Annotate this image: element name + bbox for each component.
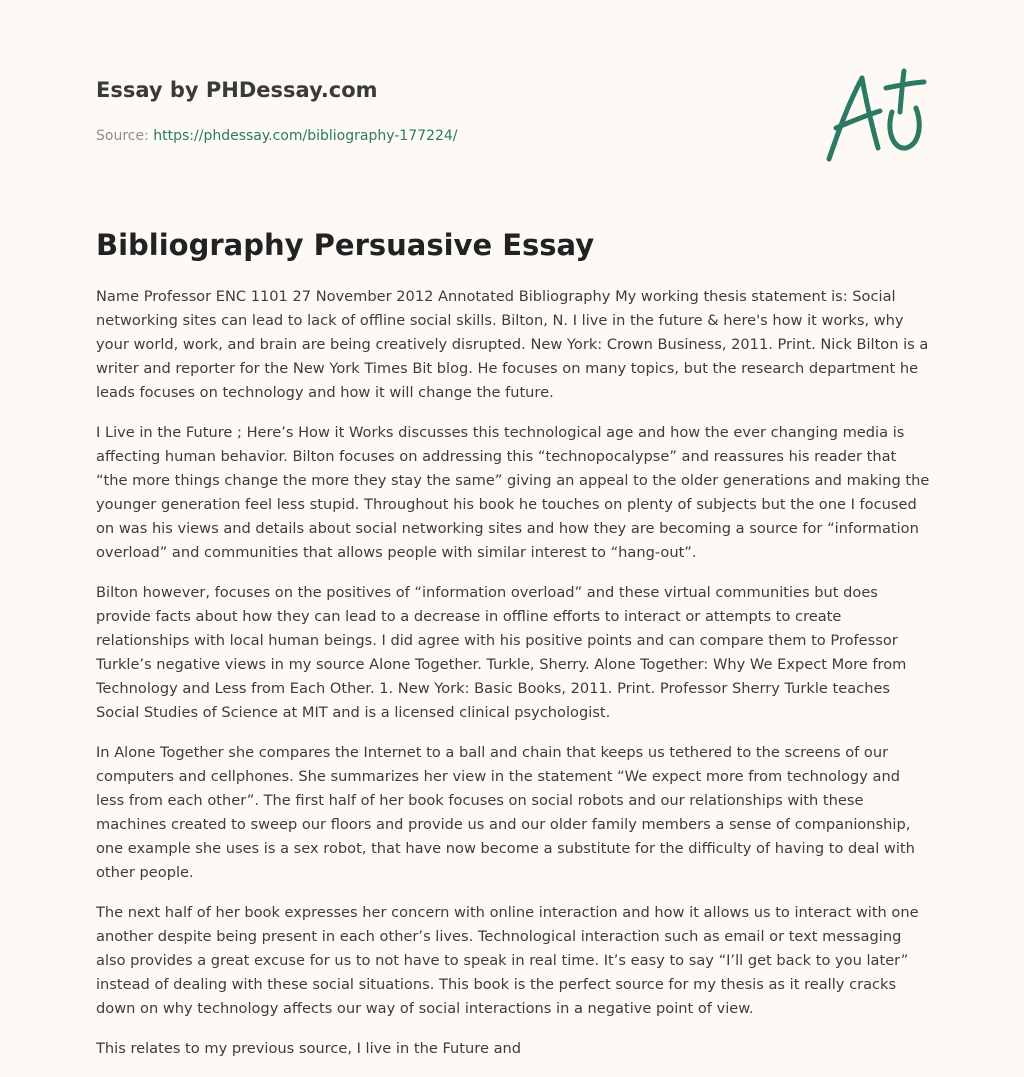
source-link[interactable]: https://phdessay.com/bibliography-177224/ bbox=[153, 128, 458, 144]
a-plus-logo-icon bbox=[822, 66, 928, 166]
essay-paragraph: I Live in the Future ; Here’s How it Works discusses this technological age and how the ever changing media is affecting human behavior. Bilton focuses on addressing this “technopocalypse” and reassures his reader that “the more things change the more they stay the same” giving an appeal to the older generations and making the younger generation feel less stupid. Throughout his book he touches on plenty of subjects but the one I focused on was his views and details about social networking sites and how they are becoming a source for “information overload” and communities that allows people with similar interest to “hang-out”. bbox=[96, 424, 930, 561]
source-line bbox=[96, 126, 796, 146]
essay-paragraph: In Alone Together she compares the Internet to a ball and chain that keeps us tethered to the screens of our computers and cellphones. She summarizes her view in the statement “We expect more from technology and less from each other”. The first half of her book focuses on social robots and our relationships with these machines created to sweep our floors and provide us and our older family members a sense of companionship, one example she uses is a sex robot, that have now become a substitute for the difficulty of having to deal with other people. bbox=[96, 744, 915, 881]
page-header bbox=[96, 76, 796, 146]
essay-paragraph: The next half of her book expresses her concern with online interaction and how it allows us to interact with one another despite being present in each other’s lives. Technological interaction such as email or text messaging also provides a great excuse for us to not have to speak in real time. It’s easy to say “I’ll get back to you later” instead of dealing with these social situations. This book is the perfect source for my thesis as it really cracks down on why technology affects our way of social interactions in a negative point of view. bbox=[96, 904, 919, 1017]
essay-paragraph: This relates to my previous source, I live in the Future and bbox=[96, 1040, 522, 1057]
source-label: Source: bbox=[96, 128, 154, 144]
site-title: Essay by PHDessay.com bbox=[96, 78, 378, 102]
essay-paragraph: Name Professor ENC 1101 27 November 2012 Annotated Bibliography My working thesis statement is: Social networking sites can lead to lack of offline social skills. Bilton, N. I live in the future & here's how it works, why your world, work, and brain are being creatively disrupted. New York: Crown Business, 2011. Print. Nick Bilton is a writer and reporter for the New York Times Bit blog. He focuses on many topics, but the research department he leads focuses on technology and how it will change the future. bbox=[96, 288, 929, 401]
essay-body bbox=[96, 285, 930, 1077]
essay-title: Bibliography Persuasive Essay bbox=[96, 228, 595, 262]
essay-paragraph: Bilton however, focuses on the positives of “information overload” and these virtual communities but does provide facts about how they can lead to a decrease in offline efforts to interact or attempts to create relationships with local human beings. I did agree with his positive points and can compare them to Professor Turkle’s negative views in my source Alone Together. Turkle, Sherry. Alone Together: Why We Expect More from Technology and Less from Each Other. 1. New York: Basic Books, 2011. Print. Professor Sherry Turkle teaches Social Studies of Science at MIT and is a licensed clinical psychologist. bbox=[96, 584, 907, 721]
